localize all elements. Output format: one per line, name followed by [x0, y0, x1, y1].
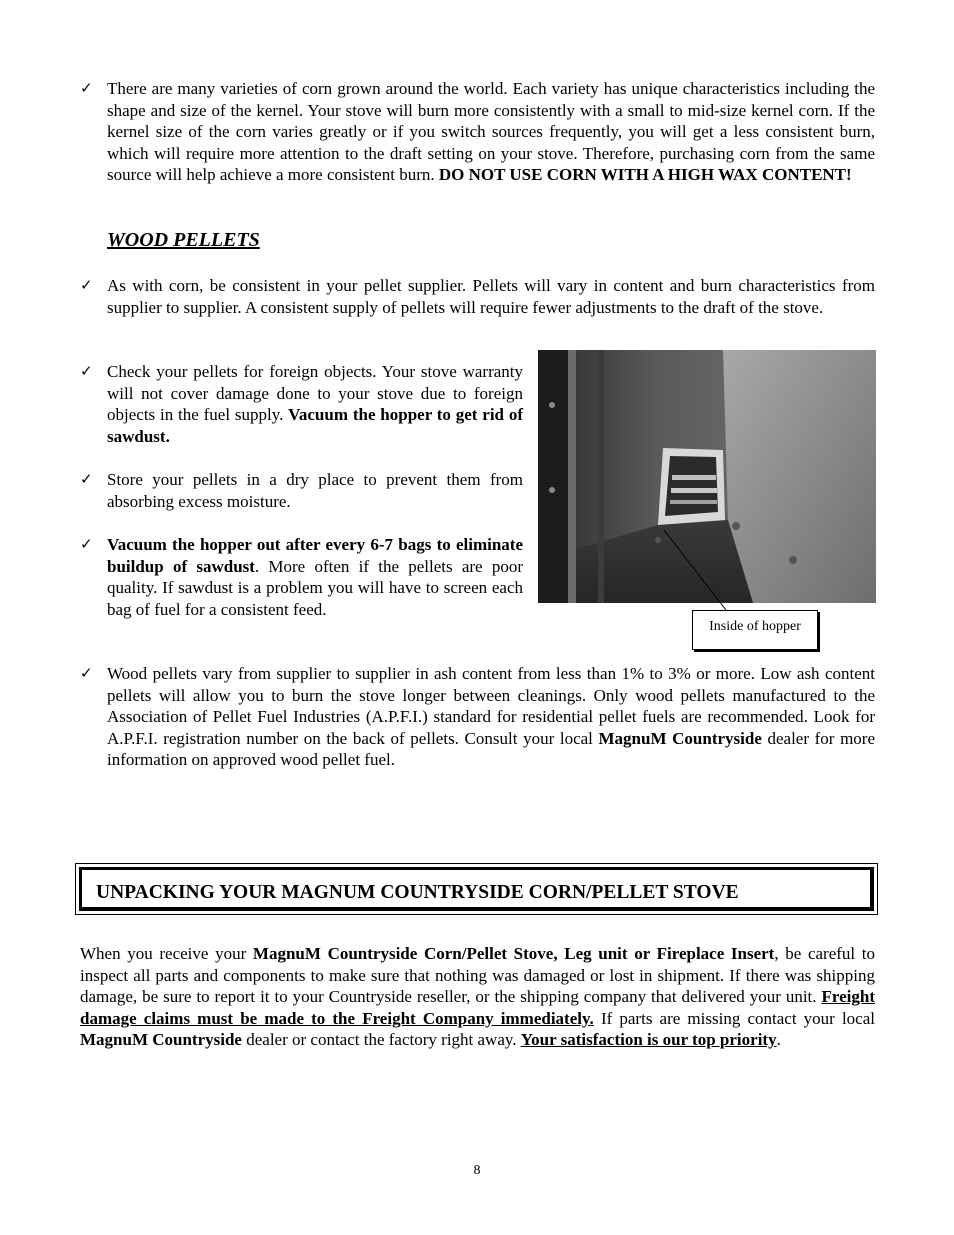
bullet-pellet-supplier	[80, 275, 875, 318]
checkmark-icon: ✓	[80, 362, 93, 380]
page-number: 8	[473, 1163, 481, 1178]
checkmark-icon: ✓	[80, 535, 93, 553]
bullet-text: Check your pellets for foreign objects. Your stove warranty will not cover damage done to your stove due to foreign objects in the fuel supply. Vacuum the hopper to get rid of sawdust.	[107, 362, 523, 446]
bullet-text: There are many varieties of corn grown around the world. Each variety has unique characteristics including the shape and size of the kernel. Your stove will burn more consistently with a small to mid-size kernel corn. If the kernel size of the corn varies greatly or if you switch sources frequently, you will get a less consistent burn, which will require more attention to the draft setting on your stove. Therefore, purchasing corn from the same source will help achieve a more consistent burn. DO NOT USE CORN WITH A HIGH WAX CONTENT!	[107, 79, 875, 184]
unpacking-paragraph: When you receive your MagnuM Countryside Corn/Pellet Stove, Leg unit or Fireplace Insert, be careful to inspect all parts and components to make sure that nothing was damaged or lost in shipment. If there was shipping damage, be sure to report it to your Countryside reseller, or the shipping company that delivered your unit. Freight damage claims must be made to the Freight Company immediately. If parts are missing contact your local MagnuM Countryside dealer or contact the factory right away. Your satisfaction is our top priority.	[80, 944, 876, 1049]
hopper-photo	[538, 350, 876, 603]
photo-caption: Inside of hopper	[692, 610, 818, 650]
satisfaction-notice: Your satisfaction is our top priority	[520, 1030, 777, 1049]
bullet-store-dry	[80, 469, 523, 512]
section-heading: UNPACKING YOUR MAGNUM COUNTRYSIDE CORN/PELLET STOVE	[79, 867, 874, 911]
section-heading-box	[75, 863, 878, 915]
checkmark-icon: ✓	[80, 470, 93, 488]
bullet-corn-varieties	[80, 78, 875, 186]
bullet-text: Wood pellets vary from supplier to supplier in ash content from less than 1% to 3% or more. Low ash content pellets will allow you to burn the stove longer between cleanings. Only wood pellets manufactured to the Association of Pellet Fuel Industries (A.P.F.I.) standard for residential pellet fuels are recommended. Look for A.P.F.I. registration number on the back of pellets. Consult your local MagnuM Countryside dealer for more information on approved wood pellet fuel.	[107, 664, 876, 769]
checkmark-icon: ✓	[80, 79, 93, 97]
freight-claims-notice: Freight damage claims must be made to the Freight Company immediately.	[80, 987, 875, 1028]
hopper-photo-image	[538, 350, 876, 603]
checkmark-icon: ✓	[80, 276, 93, 294]
bullet-foreign-objects	[80, 361, 523, 447]
bullet-vacuum-hopper	[80, 534, 523, 620]
bullet-text: Store your pellets in a dry place to prevent them from absorbing excess moisture.	[107, 470, 523, 511]
bullet-text: As with corn, be consistent in your pellet supplier. Pellets will vary in content and burn characteristics from supplier to supplier. A consistent supply of pellets will require fewer adjustments to the draft of the stove.	[107, 276, 875, 317]
wax-warning: DO NOT USE CORN WITH A HIGH WAX CONTENT!	[438, 165, 852, 184]
checkmark-icon: ✓	[80, 664, 93, 682]
bullet-text: Vacuum the hopper out after every 6-7 bags to eliminate buildup of sawdust. More often if the pellets are poor quality. If sawdust is a problem you will have to screen each bag of fuel for a consistent feed.	[107, 535, 523, 619]
bullet-ash-content	[80, 663, 875, 771]
wood-pellets-heading: WOOD PELLETS	[107, 229, 260, 251]
